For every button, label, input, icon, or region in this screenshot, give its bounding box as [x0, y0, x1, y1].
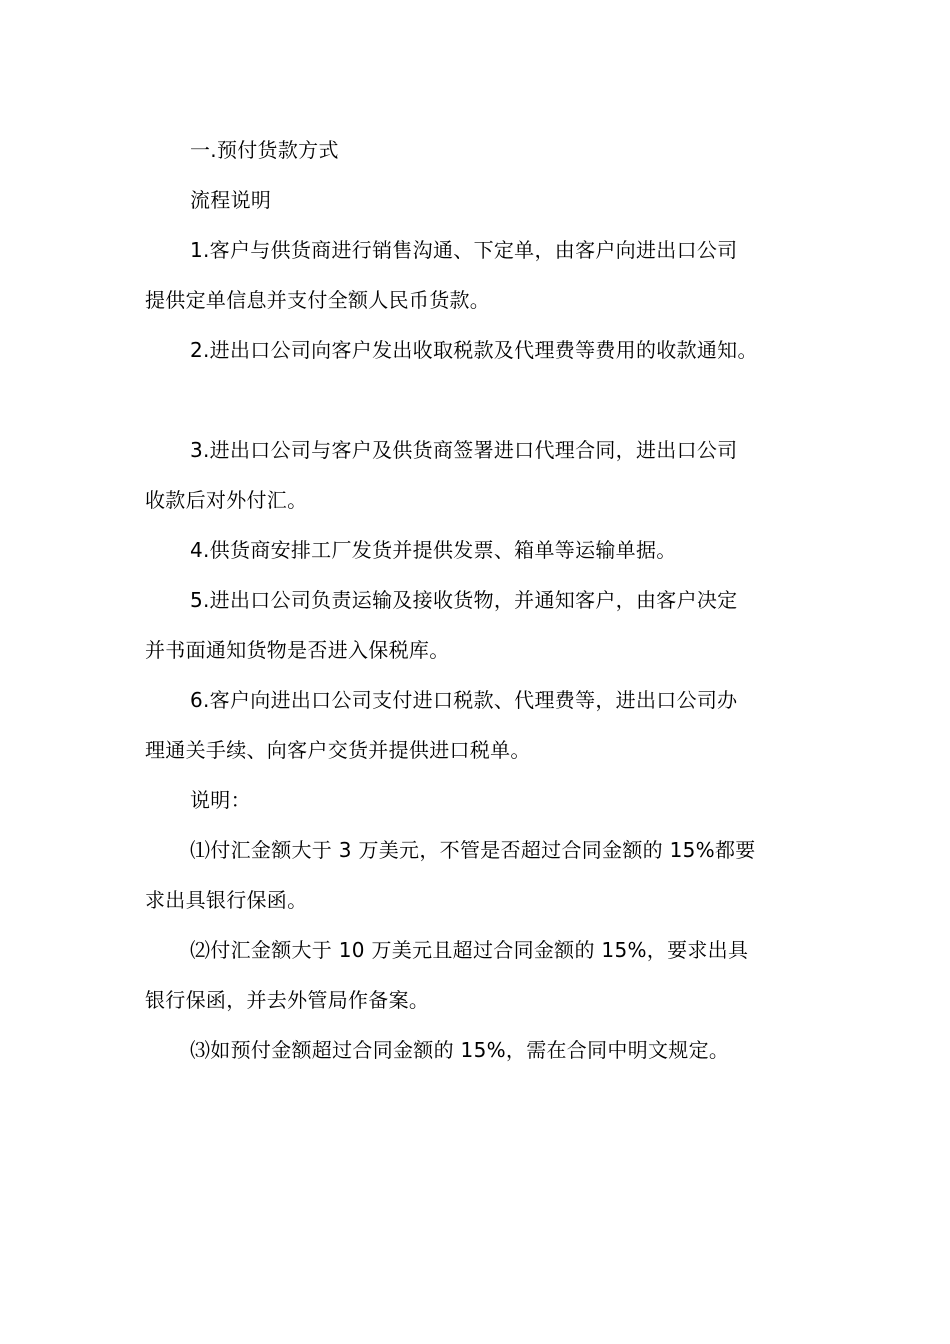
step-3-line-2: 收款后对外付汇。 — [145, 488, 308, 512]
step-5-line-1: 5.进出口公司负责运输及接收货物，并通知客户，由客户决定 — [190, 588, 738, 612]
step-1-line-1: 1.客户与供货商进行销售沟通、下定单，由客户向进出口公司 — [190, 238, 738, 262]
step-6-line-2: 理通关手续、向客户交货并提供进口税单。 — [145, 738, 531, 762]
step-5-line-2: 并书面通知货物是否进入保税库。 — [145, 638, 450, 662]
note-2-line-1: ⑵付汇金额大于 10 万美元且超过合同金额的 15%，要求出具 — [190, 938, 749, 962]
step-4-line-1: 4.供货商安排工厂发货并提供发票、箱单等运输单据。 — [190, 538, 677, 562]
step-1-line-2: 提供定单信息并支付全额人民币货款。 — [145, 288, 491, 312]
note-3-line-1: ⑶如预付金额超过合同金额的 15%，需在合同中明文规定。 — [190, 1038, 730, 1062]
section-subheading: 流程说明 — [190, 188, 272, 212]
notes-label: 说明： — [190, 788, 251, 812]
step-6-line-1: 6.客户向进出口公司支付进口税款、代理费等，进出口公司办 — [190, 688, 738, 712]
step-2-line-1: 2.进出口公司向客户发出收取税款及代理费等费用的收款通知。 — [190, 338, 758, 362]
note-1-line-2: 求出具银行保函。 — [145, 888, 308, 912]
note-2-line-2: 银行保函，并去外管局作备案。 — [145, 988, 430, 1012]
step-3-line-1: 3.进出口公司与客户及供货商签署进口代理合同，进出口公司 — [190, 438, 738, 462]
note-1-line-1: ⑴付汇金额大于 3 万美元，不管是否超过合同金额的 15%都要 — [190, 838, 756, 862]
section-heading: 一.预付货款方式 — [190, 138, 339, 162]
